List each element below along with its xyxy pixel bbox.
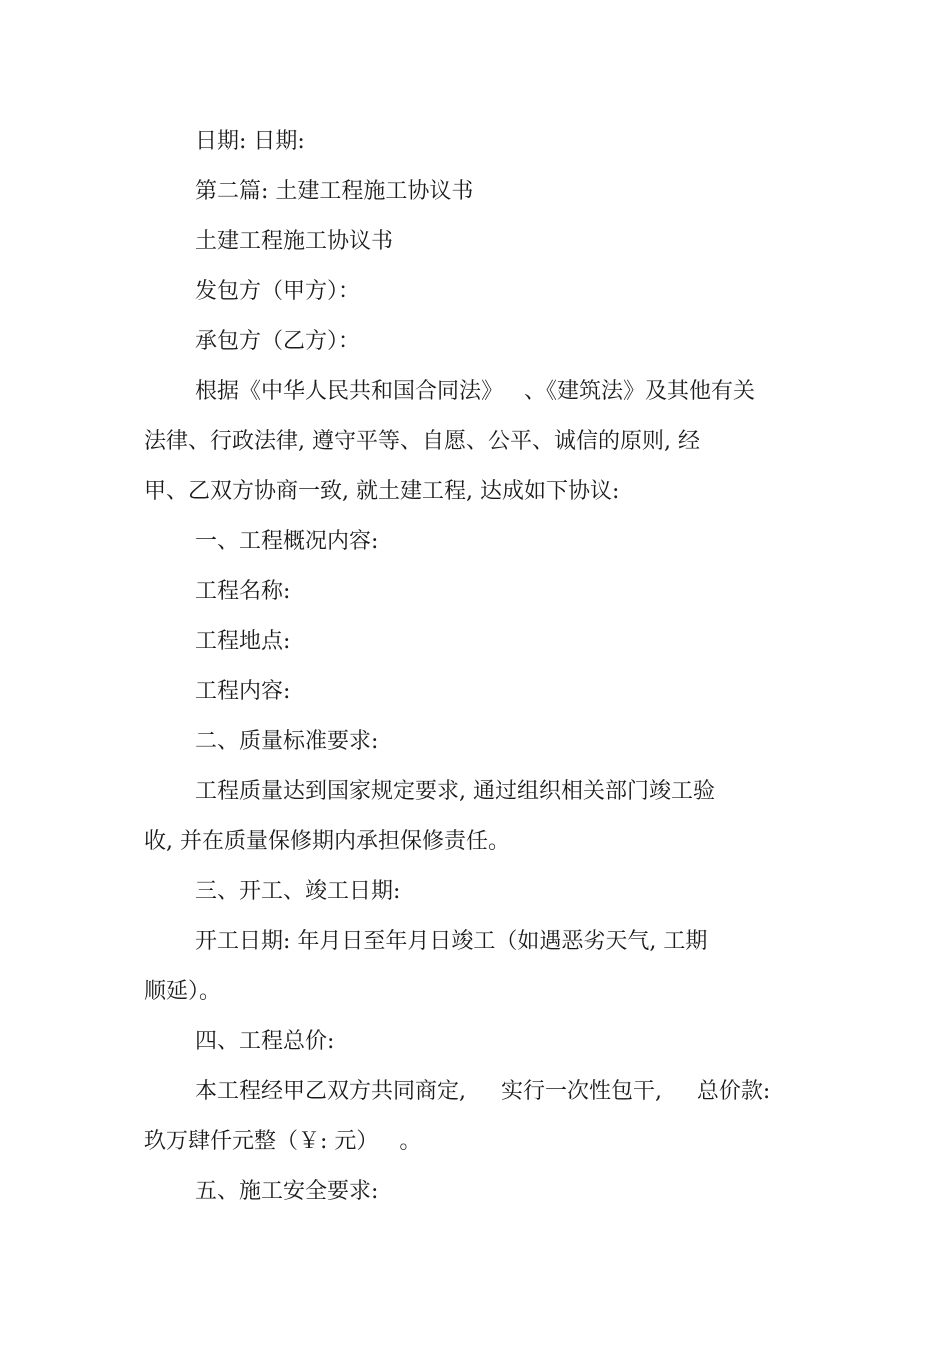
price-paragraph-line-2: 玖万肆仟元整（￥: 元） 。 (144, 1129, 422, 1154)
preamble-line-2: 法律、行政法律, 遵守平等、自愿、公平、诚信的原则, 经 (144, 429, 700, 454)
section-4-heading: 四、工程总价: (195, 1029, 335, 1054)
section-2-heading: 二、质量标准要求: (195, 729, 379, 754)
party-a-line: 发包方（甲方）： (195, 279, 361, 304)
section-1-heading: 一、工程概况内容: (195, 529, 379, 554)
project-name-line: 工程名称: (195, 579, 291, 604)
quality-paragraph-line-1: 工程质量达到国家规定要求, 通过组织相关部门竣工验 (195, 779, 715, 804)
section-5-heading: 五、施工安全要求: (195, 1179, 379, 1204)
price-paragraph-line-1: 本工程经甲乙双方共同商定, 实行一次性包干, 总价款: (195, 1079, 771, 1104)
chapter-heading: 第二篇: 土建工程施工协议书 (195, 179, 474, 204)
party-b-line: 承包方（乙方）： (195, 329, 361, 354)
date-line: 日期: 日期: (195, 129, 305, 154)
agreement-title: 土建工程施工协议书 (195, 229, 394, 254)
project-location-line: 工程地点: (195, 629, 291, 654)
preamble-line-1: 根据《中华人民共和国合同法》 、《建筑法》及其他有关 (195, 379, 755, 404)
schedule-paragraph-line-2: 顺延）。 (144, 979, 222, 1004)
schedule-paragraph-line-1: 开工日期: 年月日至年月日竣工（如遇恶劣天气, 工期 (195, 929, 708, 954)
project-content-line: 工程内容: (195, 679, 291, 704)
section-3-heading: 三、开工、竣工日期: (195, 879, 401, 904)
quality-paragraph-line-2: 收, 并在质量保修期内承担保修责任。 (144, 829, 510, 854)
preamble-line-3: 甲、乙双方协商一致, 就土建工程, 达成如下协议: (144, 479, 620, 504)
